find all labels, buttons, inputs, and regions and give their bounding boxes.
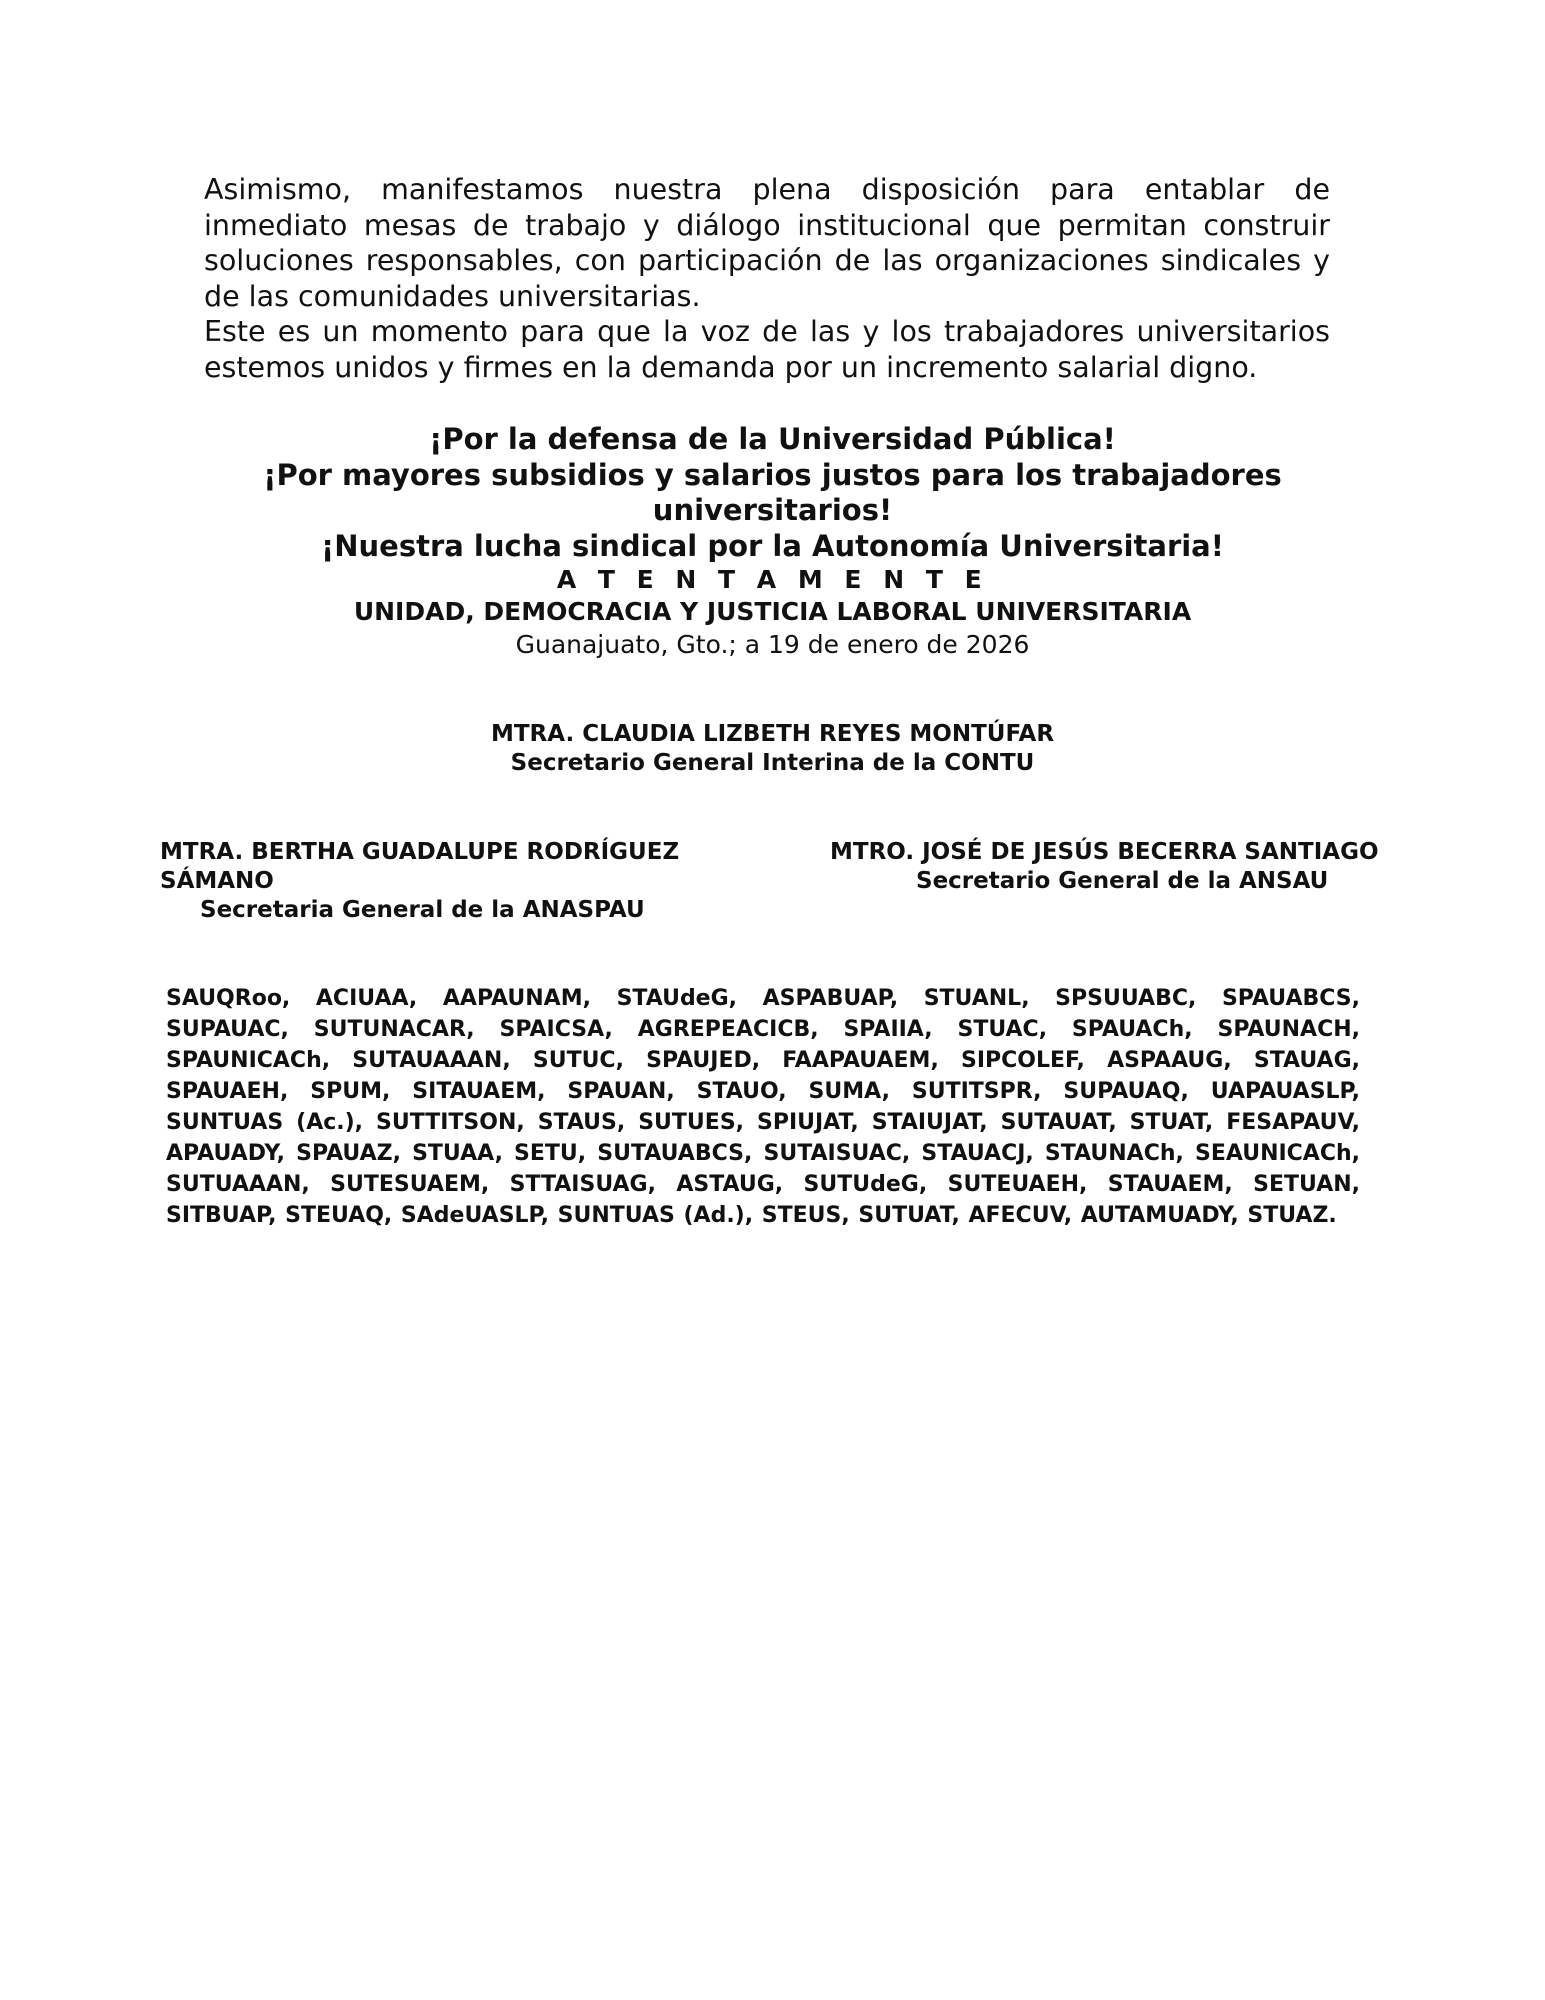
slogan-autonomy: ¡Nuestra lucha sindical por la Autonomía Universitaria!: [321, 528, 1224, 563]
paragraph-call-to-unity: Este es un momento para que la voz de las y los trabajadores universitarios estemos unidos y firmes en la demanda por un incremento salarial digno.: [204, 315, 1330, 384]
signer-left: [160, 838, 780, 925]
slogan-public-university: ¡Por la defensa de la Universidad Pública!: [429, 422, 1116, 456]
body-text: [204, 172, 1330, 385]
signer-right-name: MTRO. JOSÉ DE JESÚS BECERRA SANTIAGO: [830, 839, 1379, 865]
signer-main-name: MTRA. CLAUDIA LIZBETH REYES MONTÚFAR: [490, 721, 1055, 747]
signer-left-name: MTRA. BERTHA GUADALUPE RODRÍGUEZ SÁMANO: [160, 839, 680, 894]
organizations-list: SAUQRoo, ACIUAA, AAPAUNAM, STAUdeG, ASPABUAP, STUANL, SPSUUABC, SPAUABCS, SUPAUAC, SUTUNACAR, SPAICSA, AGREPEACICB, SPAIIA, STUAC, SPAUACh, SPAUNACH, SPAUNICACh, SUTAUAAAN, SUTUC, SPAUJED, FAAPAUAEM, SIPCOLEF, ASPAAUG, STAUAG, SPAUAEH, SPUM, SITAUAEM, SPAUAN, STAUO, SUMA, SUTITSPR, SUPAUAQ, UAPAUASLP, SUNTUAS (Ac.), SUTTITSON, STAUS, SUTUES, SPIUJAT, STAIUJAT, SUTAUAT, STUAT, FESAPAUV, APAUADY, SPAUAZ, STUAA, SETU, SUTAUABCS, SUTAISUAC, STAUACJ, STAUNACh, SEAUNICACh, SUTUAAAN, SUTESUAEM, STTAISUAG, ASTAUG, SUTUdeG, SUTEUAEH, STAUAEM, SETUAN, SITBUAP, STEUAQ, SAdeUASLP, SUNTUAS (Ad.), STEUS, SUTUAT, AFECUV, AUTAMUADY, STUAZ.: [166, 986, 1360, 1228]
closing-motto: UNIDAD, DEMOCRACIA Y JUSTICIA LABORAL UNIVERSITARIA: [353, 597, 1192, 626]
place-date: Guanajuato, Gto.; a 19 de enero de 2026: [515, 630, 1030, 659]
slogans: [150, 422, 1395, 564]
paragraph-disposition: Asimismo, manifestamos nuestra plena disposición para entablar de inmediato mesas de trabajo y diálogo institucional que permitan construir soluciones responsables, con participación de las organizaciones sindicales y de las comunidades universitarias.: [204, 173, 1330, 313]
slogan-subsidies-salaries: ¡Por mayores subsidios y salarios justos para los trabajadores universitarios!: [263, 457, 1282, 527]
signer-main: [150, 720, 1395, 778]
signer-main-role: Secretario General Interina de la CONTU: [510, 750, 1035, 776]
closing-block: [150, 564, 1395, 662]
signer-left-role: Secretaria General de la ANASPAU: [200, 897, 645, 923]
signer-right: [830, 838, 1390, 896]
signer-right-role: Secretario General de la ANSAU: [916, 868, 1329, 894]
closing-atentamente: A T E N T A M E N T E: [556, 565, 989, 594]
